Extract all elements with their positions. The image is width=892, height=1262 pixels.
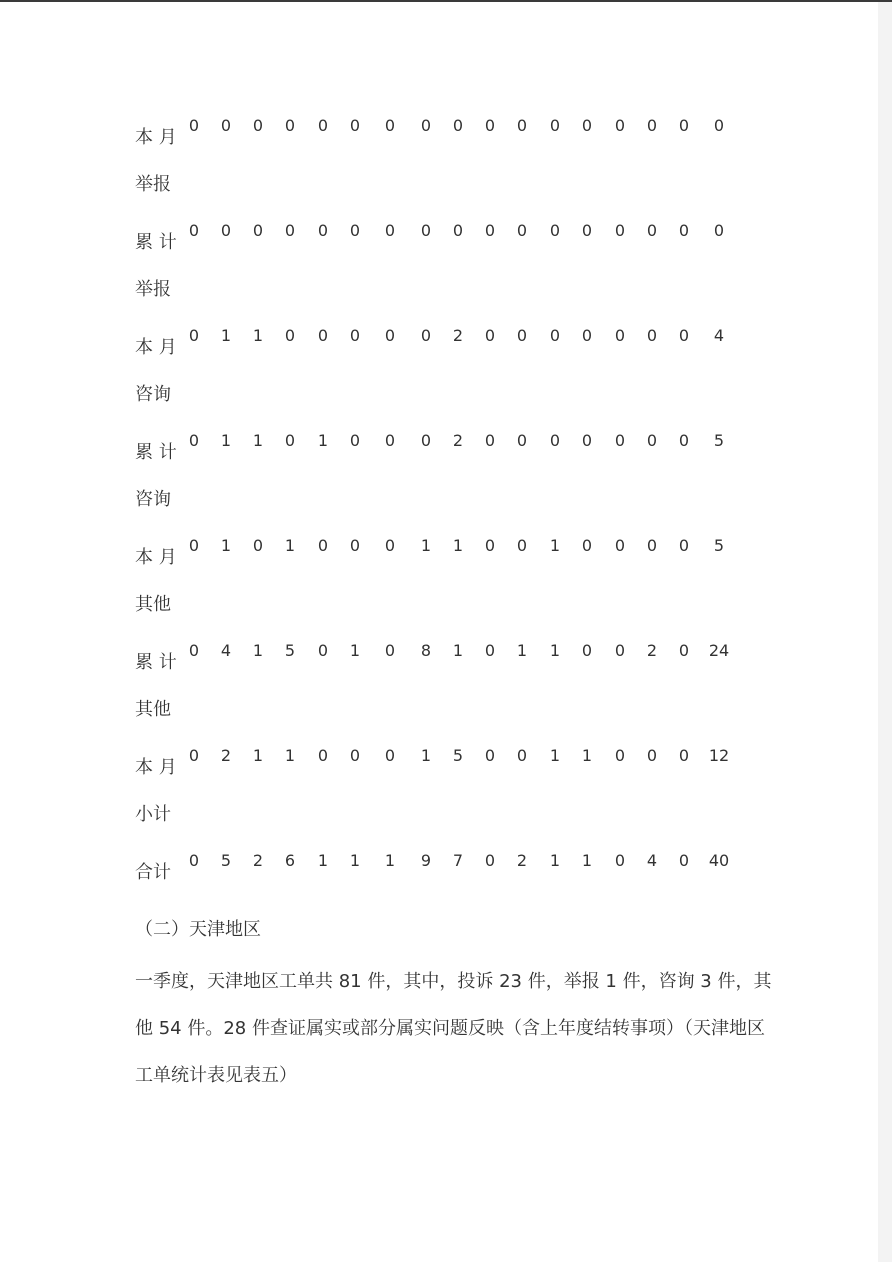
table-cell: 0 <box>384 326 396 345</box>
table-cell: 0 <box>188 116 200 135</box>
table-cell: 0 <box>614 536 626 555</box>
table-cell: 0 <box>188 221 200 240</box>
table-cell: 0 <box>317 221 329 240</box>
table-cell: 0 <box>484 221 496 240</box>
table-cell: 0 <box>678 536 690 555</box>
table-cell: 0 <box>646 326 658 345</box>
table-cell: 12 <box>708 746 730 765</box>
table-cell: 1 <box>284 536 296 555</box>
page-top-border <box>0 0 892 2</box>
paragraph-line-3: 工单统计表见表五） <box>135 1065 297 1086</box>
table-cell: 0 <box>252 116 264 135</box>
table-cell: 0 <box>317 326 329 345</box>
table-row <box>0 852 892 942</box>
table-cell: 1 <box>349 851 361 870</box>
table-cell: 0 <box>678 641 690 660</box>
table-cell: 1 <box>452 536 464 555</box>
table-cell: 0 <box>581 221 593 240</box>
table-cell: 1 <box>317 431 329 450</box>
table-cell: 0 <box>284 116 296 135</box>
table-cell: 0 <box>384 431 396 450</box>
table-cell: 7 <box>452 851 464 870</box>
row-label-primary: 累 计 <box>135 232 177 253</box>
table-cell: 1 <box>549 536 561 555</box>
table-cell: 2 <box>220 746 232 765</box>
table-cell: 0 <box>188 641 200 660</box>
table-cell: 0 <box>678 746 690 765</box>
table-cell: 0 <box>516 326 528 345</box>
table-cell: 1 <box>252 641 264 660</box>
table-cell: 1 <box>581 851 593 870</box>
table-cell: 2 <box>452 431 464 450</box>
table-cell: 1 <box>420 746 432 765</box>
table-cell: 2 <box>452 326 464 345</box>
table-cell: 0 <box>188 746 200 765</box>
row-label-primary: 本 月 <box>135 547 177 568</box>
table-cell: 0 <box>646 431 658 450</box>
table-cell: 0 <box>452 116 464 135</box>
table-cell: 1 <box>549 746 561 765</box>
row-label-primary: 本 月 <box>135 337 177 358</box>
row-label-secondary: 小计 <box>135 804 171 825</box>
table-cell: 0 <box>484 746 496 765</box>
table-cell: 1 <box>452 641 464 660</box>
table-cell: 24 <box>708 641 730 660</box>
table-cell: 1 <box>420 536 432 555</box>
table-cell: 1 <box>220 536 232 555</box>
table-cell: 0 <box>484 431 496 450</box>
table-cell: 0 <box>284 326 296 345</box>
table-cell: 0 <box>614 641 626 660</box>
table-row <box>0 117 892 207</box>
table-cell: 0 <box>678 431 690 450</box>
table-cell: 1 <box>252 326 264 345</box>
table-cell: 2 <box>516 851 528 870</box>
table-row <box>0 327 892 417</box>
table-cell: 0 <box>516 431 528 450</box>
table-cell: 5 <box>452 746 464 765</box>
table-cell: 0 <box>484 326 496 345</box>
row-label-primary: 合计 <box>135 862 171 883</box>
table-cell: 0 <box>452 221 464 240</box>
table-cell: 0 <box>713 221 725 240</box>
table-cell: 0 <box>188 326 200 345</box>
table-cell: 8 <box>420 641 432 660</box>
table-cell: 0 <box>317 746 329 765</box>
table-cell: 0 <box>284 431 296 450</box>
table-cell: 1 <box>220 431 232 450</box>
table-cell: 0 <box>581 326 593 345</box>
table-cell: 0 <box>384 536 396 555</box>
table-cell: 0 <box>646 746 658 765</box>
row-label-primary: 累 计 <box>135 652 177 673</box>
table-cell: 0 <box>713 116 725 135</box>
table-cell: 2 <box>252 851 264 870</box>
row-label-primary: 累 计 <box>135 442 177 463</box>
table-cell: 0 <box>678 851 690 870</box>
row-label-secondary: 举报 <box>135 174 171 195</box>
table-cell: 1 <box>220 326 232 345</box>
table-cell: 4 <box>646 851 658 870</box>
table-row <box>0 642 892 732</box>
table-cell: 0 <box>384 116 396 135</box>
table-cell: 1 <box>252 431 264 450</box>
table-cell: 0 <box>384 221 396 240</box>
table-cell: 0 <box>549 116 561 135</box>
table-cell: 0 <box>384 746 396 765</box>
table-cell: 0 <box>549 221 561 240</box>
table-cell: 0 <box>581 116 593 135</box>
table-cell: 0 <box>188 431 200 450</box>
table-row <box>0 537 892 627</box>
table-cell: 1 <box>549 641 561 660</box>
table-cell: 2 <box>646 641 658 660</box>
table-cell: 0 <box>646 221 658 240</box>
table-cell: 0 <box>581 536 593 555</box>
table-cell: 1 <box>516 641 528 660</box>
row-label-secondary: 咨询 <box>135 489 171 510</box>
table-cell: 0 <box>581 431 593 450</box>
row-label-primary: 本 月 <box>135 757 177 778</box>
table-cell: 0 <box>614 746 626 765</box>
table-cell: 40 <box>708 851 730 870</box>
table-cell: 0 <box>516 221 528 240</box>
table-cell: 0 <box>420 116 432 135</box>
table-cell: 0 <box>384 641 396 660</box>
table-cell: 0 <box>420 326 432 345</box>
table-cell: 0 <box>581 641 593 660</box>
table-cell: 0 <box>549 431 561 450</box>
table-cell: 5 <box>284 641 296 660</box>
table-cell: 1 <box>581 746 593 765</box>
table-cell: 0 <box>349 116 361 135</box>
table-cell: 4 <box>713 326 725 345</box>
table-cell: 0 <box>678 326 690 345</box>
table-cell: 0 <box>317 116 329 135</box>
table-cell: 0 <box>614 221 626 240</box>
table-cell: 0 <box>349 326 361 345</box>
table-row <box>0 747 892 837</box>
table-cell: 0 <box>484 851 496 870</box>
table-cell: 0 <box>614 326 626 345</box>
table-cell: 1 <box>317 851 329 870</box>
table-cell: 0 <box>516 116 528 135</box>
table-cell: 1 <box>252 746 264 765</box>
table-cell: 0 <box>549 326 561 345</box>
table-cell: 1 <box>349 641 361 660</box>
table-cell: 0 <box>420 221 432 240</box>
table-cell: 5 <box>713 536 725 555</box>
table-cell: 0 <box>220 221 232 240</box>
table-cell: 0 <box>614 851 626 870</box>
section-heading: （二）天津地区 <box>135 919 261 940</box>
paragraph-line-2: 他 54 件。28 件查证属实或部分属实问题反映（含上年度结转事项）（天津地区 <box>135 1018 765 1039</box>
row-label-secondary: 咨询 <box>135 384 171 405</box>
table-cell: 1 <box>384 851 396 870</box>
table-cell: 0 <box>484 536 496 555</box>
table-cell: 4 <box>220 641 232 660</box>
table-cell: 0 <box>678 221 690 240</box>
table-cell: 0 <box>284 221 296 240</box>
table-cell: 0 <box>614 431 626 450</box>
table-cell: 0 <box>678 116 690 135</box>
table-cell: 0 <box>614 116 626 135</box>
table-row <box>0 222 892 312</box>
row-label-primary: 本 月 <box>135 127 177 148</box>
table-cell: 0 <box>349 746 361 765</box>
table-cell: 0 <box>317 536 329 555</box>
table-cell: 0 <box>516 536 528 555</box>
table-cell: 0 <box>484 116 496 135</box>
table-cell: 0 <box>252 221 264 240</box>
table-cell: 0 <box>349 536 361 555</box>
table-cell: 0 <box>188 851 200 870</box>
table-cell: 1 <box>284 746 296 765</box>
row-label-secondary: 其他 <box>135 594 171 615</box>
table-cell: 0 <box>317 641 329 660</box>
row-label-secondary: 举报 <box>135 279 171 300</box>
table-cell: 0 <box>349 221 361 240</box>
table-cell: 0 <box>420 431 432 450</box>
table-cell: 0 <box>516 746 528 765</box>
table-cell: 0 <box>349 431 361 450</box>
table-cell: 0 <box>484 641 496 660</box>
paragraph-line-1: 一季度，天津地区工单共 81 件，其中，投诉 23 件，举报 1 件，咨询 3 件，其 <box>135 971 772 992</box>
table-cell: 5 <box>220 851 232 870</box>
table-cell: 0 <box>646 536 658 555</box>
table-cell: 1 <box>549 851 561 870</box>
table-cell: 0 <box>252 536 264 555</box>
row-label-secondary: 其他 <box>135 699 171 720</box>
table-cell: 0 <box>646 116 658 135</box>
table-cell: 5 <box>713 431 725 450</box>
table-cell: 9 <box>420 851 432 870</box>
table-cell: 0 <box>220 116 232 135</box>
table-row <box>0 432 892 522</box>
table-cell: 0 <box>188 536 200 555</box>
table-cell: 6 <box>284 851 296 870</box>
